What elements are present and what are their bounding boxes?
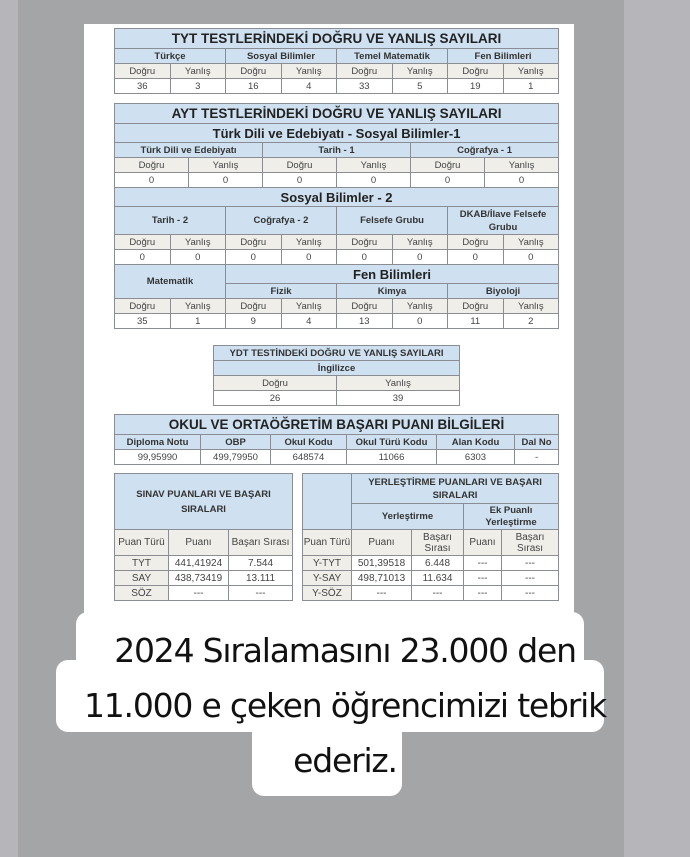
col-wrong: Yanlış (392, 235, 448, 250)
exam-scores-table (114, 473, 293, 601)
col-correct: Doğru (226, 64, 282, 79)
ayt-results-table (114, 103, 559, 329)
caption-line-3: ederiz. (293, 741, 397, 780)
value-obp: 499,79950 (201, 450, 271, 465)
rank-value: 11.634 (412, 571, 464, 586)
col-correct: Doğru (411, 158, 485, 173)
value-correct: 35 (115, 314, 171, 329)
ayt-group2-title: Sosyal Bilimler - 2 (115, 188, 559, 207)
value-wrong: 0 (503, 250, 559, 265)
col-correct: Doğru (337, 235, 393, 250)
tyt-subject: Fen Bilimleri (448, 49, 559, 64)
rank-value: 6.448 (412, 556, 464, 571)
tyt-subject: Türkçe (115, 49, 226, 64)
tyt-subject: Temel Matematik (337, 49, 448, 64)
score-type: Y-TYT (303, 556, 352, 571)
header-score: Puanı (169, 530, 229, 556)
caption-line-1: 2024 Sıralamasını 23.000 den (114, 631, 576, 670)
value-wrong: 0 (485, 173, 559, 188)
value-school-code: 648574 (271, 450, 347, 465)
value-field-code: 6303 (437, 450, 515, 465)
value-correct: 26 (214, 391, 337, 406)
col-correct: Doğru (448, 299, 504, 314)
header-obp: OBP (201, 435, 271, 450)
header-branch-no: Dal No (515, 435, 559, 450)
bonus-score-value: --- (464, 586, 502, 601)
rank-value: 13.111 (229, 571, 293, 586)
col-wrong: Yanlış (281, 235, 337, 250)
ayt-subject: Fizik (226, 284, 337, 299)
col-wrong: Yanlış (170, 64, 226, 79)
col-correct: Doğru (214, 376, 337, 391)
value-correct: 16 (226, 79, 282, 94)
value-wrong: 3 (170, 79, 226, 94)
col-correct: Doğru (448, 235, 504, 250)
col-wrong: Yanlış (281, 299, 337, 314)
score-value: 438,73419 (169, 571, 229, 586)
value-wrong: 0 (337, 173, 411, 188)
header-score: Puanı (352, 530, 412, 556)
header-bonus-score: Puanı (464, 530, 502, 556)
bonus-score-value: --- (464, 556, 502, 571)
col-wrong: Yanlış (170, 299, 226, 314)
col-correct: Doğru (226, 235, 282, 250)
value-wrong: 0 (189, 173, 263, 188)
score-value: 498,71013 (352, 571, 412, 586)
value-correct: 0 (448, 250, 504, 265)
value-wrong: 0 (170, 250, 226, 265)
col-correct: Doğru (263, 158, 337, 173)
value-correct: 0 (226, 250, 282, 265)
ayt-subject: Kimya (337, 284, 448, 299)
col-wrong: Yanlış (281, 64, 337, 79)
rank-value: 7.544 (229, 556, 293, 571)
value-wrong: 4 (281, 79, 337, 94)
placement-title: YERLEŞTİRME PUANLARI VE BAŞARI SIRALARI (352, 474, 559, 504)
tyt-results-table (114, 28, 559, 94)
header-school-code: Okul Kodu (271, 435, 347, 450)
rank-value: --- (412, 586, 464, 601)
tyt-subject: Sosyal Bilimler (226, 49, 337, 64)
value-correct: 0 (411, 173, 485, 188)
school-info-table (114, 414, 559, 465)
ayt-title: AYT TESTLERİNDEKİ DOĞRU VE YANLIŞ SAYILARI (115, 104, 559, 124)
col-correct: Doğru (115, 235, 171, 250)
value-correct: 0 (263, 173, 337, 188)
col-wrong: Yanlış (503, 64, 559, 79)
value-correct: 0 (115, 173, 189, 188)
value-correct: 9 (226, 314, 282, 329)
header-rank: Başarı Sırası (229, 530, 293, 556)
value-branch-no: - (515, 450, 559, 465)
value-wrong: 2 (503, 314, 559, 329)
value-correct: 0 (337, 250, 393, 265)
col-wrong: Yanlış (503, 235, 559, 250)
ayt-subject: Biyoloji (448, 284, 559, 299)
value-wrong: 39 (337, 391, 460, 406)
value-wrong: 4 (281, 314, 337, 329)
value-correct: 19 (448, 79, 504, 94)
ayt-group1-title: Türk Dili ve Edebiyatı - Sosyal Bilimler-1 (115, 124, 559, 143)
col-correct: Doğru (115, 299, 171, 314)
ayt-subject: Coğrafya - 2 (226, 207, 337, 235)
col-wrong: Yanlış (337, 376, 460, 391)
ayt-subject: Tarih - 2 (115, 207, 226, 235)
header-field-code: Alan Kodu (437, 435, 515, 450)
ayt-subject: Türk Dili ve Edebiyatı (115, 143, 263, 158)
col-wrong: Yanlış (189, 158, 263, 173)
header-school-type: Okul Türü Kodu (347, 435, 437, 450)
col-wrong: Yanlış (392, 299, 448, 314)
ydt-results-table (213, 345, 460, 406)
score-value: 501,39518 (352, 556, 412, 571)
header-bonus-rank: Başarı Sırası (502, 530, 559, 556)
placement-sub: Yerleştirme (352, 504, 464, 530)
value-correct: 0 (115, 250, 171, 265)
bonus-score-value: --- (464, 571, 502, 586)
score-type: Y-SAY (303, 571, 352, 586)
caption-line-2: 11.000 e çeken öğrencimizi tebrik (83, 686, 607, 725)
header-score-type: Puan Türü (303, 530, 352, 556)
value-correct: 13 (337, 314, 393, 329)
col-wrong: Yanlış (485, 158, 559, 173)
bonus-rank-value: --- (502, 571, 559, 586)
col-wrong: Yanlış (170, 235, 226, 250)
score-value: --- (169, 586, 229, 601)
placement-scores-table (302, 473, 559, 601)
bonus-placement-sub: Ek Puanlı Yerleştirme (464, 504, 559, 530)
col-wrong: Yanlış (503, 299, 559, 314)
tyt-title: TYT TESTLERİNDEKİ DOĞRU VE YANLIŞ SAYILARI (115, 29, 559, 49)
ayt-science-title: Fen Bilimleri (226, 265, 559, 284)
header-diploma: Diploma Notu (115, 435, 201, 450)
school-title: OKUL VE ORTAÖĞRETİM BAŞARI PUANI BİLGİLERİ (115, 415, 559, 435)
ayt-subject: Tarih - 1 (263, 143, 411, 158)
score-type: SAY (115, 571, 169, 586)
header-score-type: Puan Türü (115, 530, 169, 556)
rank-value: --- (229, 586, 293, 601)
value-correct: 11 (448, 314, 504, 329)
score-type: Y-SÖZ (303, 586, 352, 601)
col-wrong: Yanlış (392, 64, 448, 79)
col-correct: Doğru (448, 64, 504, 79)
value-wrong: 0 (281, 250, 337, 265)
ayt-subject: Felsefe Grubu (337, 207, 448, 235)
value-wrong: 5 (392, 79, 448, 94)
bonus-rank-value: --- (502, 586, 559, 601)
col-correct: Doğru (115, 64, 171, 79)
ayt-subject: DKAB/İlave Felsefe Grubu (448, 207, 559, 235)
col-correct: Doğru (337, 64, 393, 79)
ydt-title: YDT TESTİNDEKİ DOĞRU VE YANLIŞ SAYILARI (214, 346, 460, 361)
col-correct: Doğru (226, 299, 282, 314)
col-correct: Doğru (337, 299, 393, 314)
score-type: SÖZ (115, 586, 169, 601)
score-value: 441,41924 (169, 556, 229, 571)
ayt-subject: Coğrafya - 1 (411, 143, 559, 158)
value-wrong: 0 (392, 250, 448, 265)
bonus-rank-value: --- (502, 556, 559, 571)
value-school-type: 11066 (347, 450, 437, 465)
placement-corner (303, 474, 352, 530)
value-wrong: 1 (503, 79, 559, 94)
ydt-subject: İngilizce (214, 361, 460, 376)
exam-scores-title: SINAV PUANLARI VE BAŞARI SIRALARI (115, 474, 293, 530)
col-correct: Doğru (115, 158, 189, 173)
value-wrong: 0 (392, 314, 448, 329)
value-diploma: 99,95990 (115, 450, 201, 465)
value-wrong: 1 (170, 314, 226, 329)
value-correct: 33 (337, 79, 393, 94)
col-wrong: Yanlış (337, 158, 411, 173)
header-rank: Başarı Sırası (412, 530, 464, 556)
score-type: TYT (115, 556, 169, 571)
value-correct: 36 (115, 79, 171, 94)
score-value: --- (352, 586, 412, 601)
ayt-math-label: Matematik (115, 265, 226, 299)
